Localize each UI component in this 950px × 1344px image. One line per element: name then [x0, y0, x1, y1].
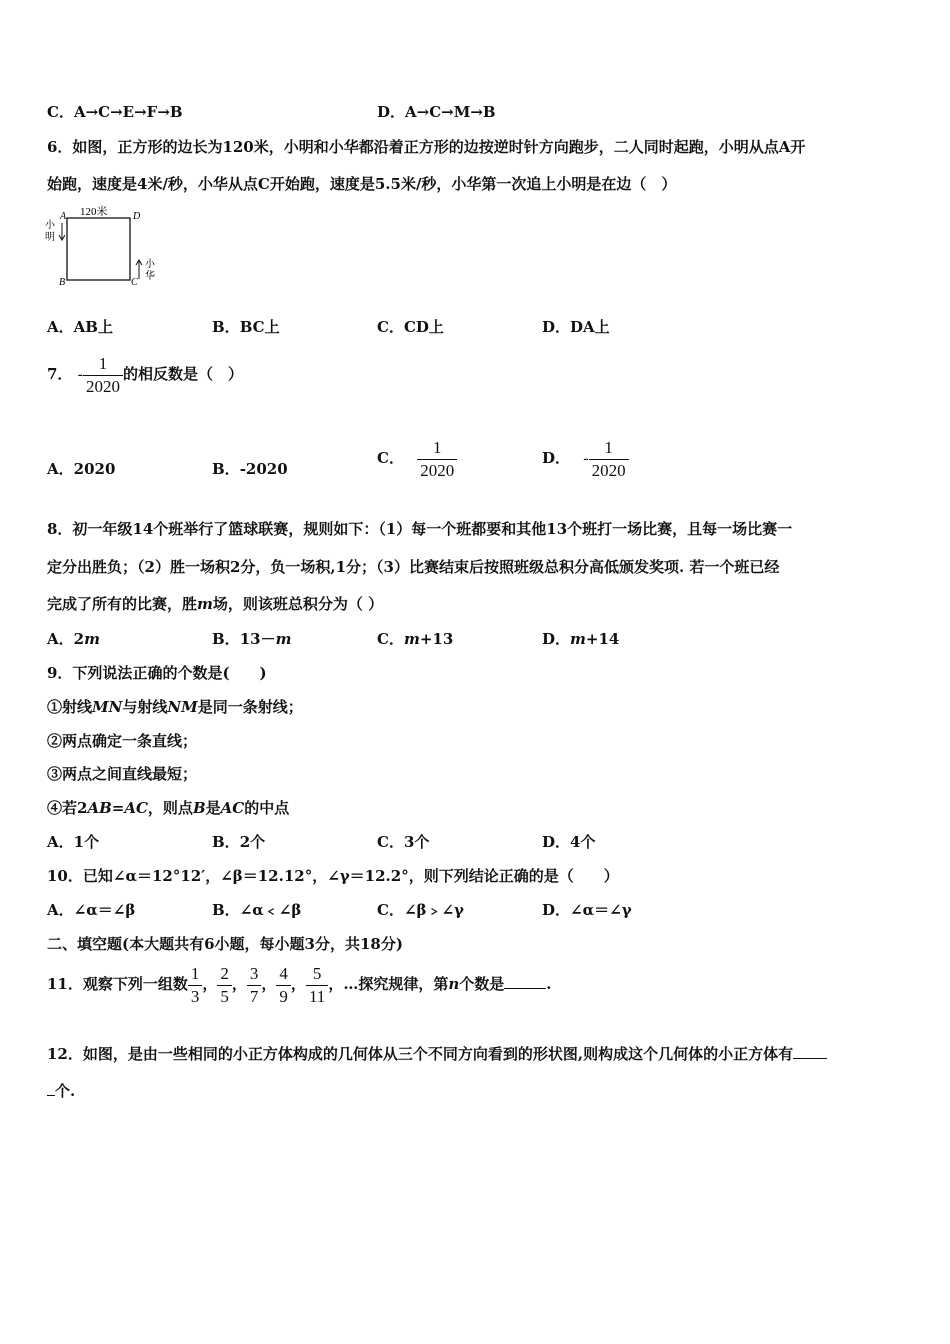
q12-stem-line2: 个. — [47, 1081, 75, 1101]
q9-statement-2: ②两点确定一条直线； — [47, 732, 198, 750]
q9-stem: 9．下列说法正确的个数是( ) — [47, 664, 267, 682]
q7-stem: 7． - $\frac{1}{2020}$ 的相反数是（ ） — [47, 353, 244, 396]
xiaoming-char2: 明 — [45, 232, 55, 243]
q11-fraction-3: $\frac{3}{7}$ — [247, 963, 262, 1008]
q6-stem-line1: 6．如图，正方形的边长为120米，小明和小华都沿着正方形的边按逆时针方向跑步，二人同时起跑，小明从点A开 — [47, 138, 806, 156]
square-shape — [67, 218, 130, 280]
q9-option-d: D．4个 — [542, 833, 596, 851]
q7-option-b: B．-2020 — [212, 460, 288, 478]
q5-option-d: D．A→C→M→B — [377, 103, 496, 121]
q7-option-d: D． - $\frac{1}{2020}$ — [542, 434, 629, 483]
point-d-label: D — [133, 211, 141, 222]
q7-option-c: C． $\frac{1}{2020}$ — [377, 434, 457, 482]
q9-statement-3: ③两点之间直线最短； — [47, 765, 198, 783]
q8-option-b: B．13－m — [212, 630, 292, 648]
xiaoming-char1: 小 — [45, 220, 55, 231]
q11-fraction-4: $\frac{4}{9}$ — [276, 963, 291, 1008]
q7-option-a: A．2020 — [47, 460, 116, 478]
q11-answer-blank — [504, 974, 546, 989]
q8-stem-line1: 8．初一年级14个班举行了篮球联赛，规则如下：（1）每一个班都要和其他13个班打一场比赛，且每一场比赛一 — [47, 520, 793, 538]
q6-option-c: C．CD上 — [377, 318, 444, 336]
section-2-title: 二、填空题(本大题共有6小题，每小题3分，共18分) — [47, 935, 403, 953]
q6-square-figure — [42, 203, 162, 291]
q9-statement-4: ④若2AB=AC，则点B是AC的中点 — [47, 799, 290, 817]
q12-stem-line1: 12．如图，是由一些相同的小正方体构成的几何体从三个不同方向看到的形状图,则构成这个几何体的小正方体有 — [47, 1044, 827, 1064]
q6-stem-line2: 始跑，速度是4米/秒，小华从点C开始跑，速度是5.5米/秒，小华第一次追上小明是在边（ ） — [47, 175, 677, 193]
q10-option-d: D．∠α＝∠γ — [542, 901, 632, 919]
q10-option-a: A．∠α＝∠β — [47, 901, 136, 919]
q10-stem: 10．已知∠α＝12°12′，∠β＝12.12°，∠γ＝12.2°，则下列结论正确的是（ ） — [47, 867, 619, 885]
side-length-label: 120米 — [80, 206, 108, 218]
xiaohua-char2: 华 — [145, 271, 155, 282]
q11-fraction-5: $\frac{5}{11}$ — [306, 963, 328, 1008]
q9-statement-1: ①射线MN与射线NM是同一条射线； — [47, 698, 303, 716]
q10-option-b: B．∠α﹤∠β — [212, 901, 302, 919]
q6-option-b: B．BC上 — [212, 318, 280, 336]
q5-option-c: C．A→C→E→F→B — [47, 103, 183, 121]
q8-option-d: D．m+14 — [542, 630, 620, 648]
q8-stem-line3: 完成了所有的比赛，胜m场，则该班总积分为（ ） — [47, 595, 384, 613]
point-a-label: A — [60, 211, 67, 222]
xiaohua-char1: 小 — [145, 259, 155, 270]
q9-option-a: A．1个 — [47, 833, 100, 851]
q11-fraction-2: $\frac{2}{5}$ — [217, 963, 232, 1008]
q6-option-d: D．DA上 — [542, 318, 610, 336]
q9-option-c: C．3个 — [377, 833, 430, 851]
q8-option-c: C．m+13 — [377, 630, 454, 648]
q11-stem: 11．观察下列一组数 $\frac{1}{3}$ ， $\frac{2}{5}$ ， $\frac{3}{7}$ ， $\frac{4}{9}$ ， $\frac{5}{11}$ ，…探究规律，第n个数是 . — [47, 963, 552, 1006]
q10-option-c: C．∠β﹥∠γ — [377, 901, 464, 919]
q12-answer-blank-part2 — [47, 1081, 55, 1096]
q7-fraction: $\frac{1}{2020}$ — [83, 353, 123, 398]
q12-answer-blank-part1 — [793, 1044, 827, 1059]
q8-option-a: A．2m — [47, 630, 100, 648]
point-c-label: C — [131, 277, 138, 288]
q11-fraction-1: $\frac{1}{3}$ — [188, 963, 203, 1008]
q6-option-a: A．AB上 — [47, 318, 113, 336]
point-b-label: B — [59, 277, 66, 288]
q9-option-b: B．2个 — [212, 833, 266, 851]
q8-stem-line2: 定分出胜负；（2）胜一场积2分，负一场积,1分；（3）比赛结束后按照班级总积分高低颁发奖项. 若一个班已经 — [47, 558, 780, 576]
